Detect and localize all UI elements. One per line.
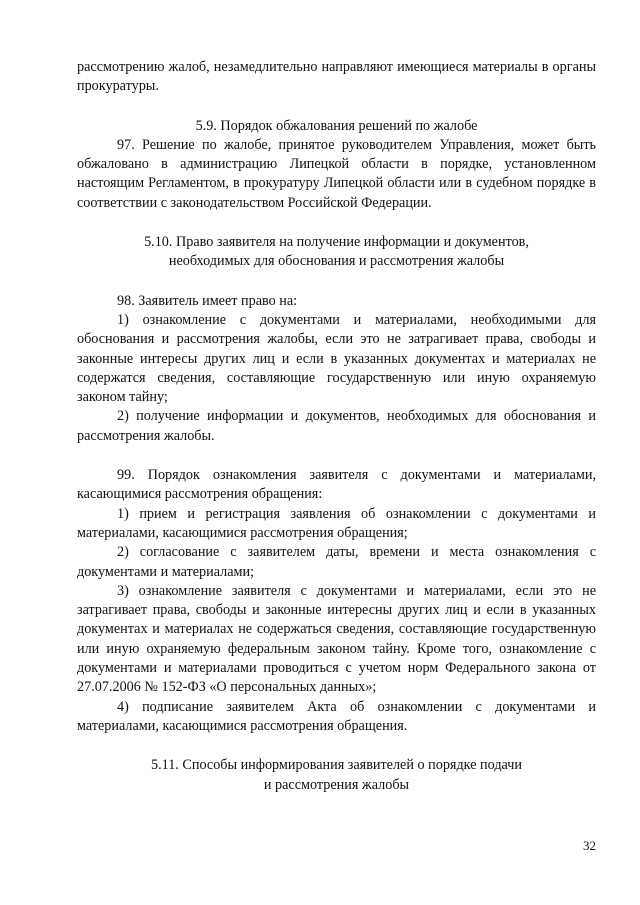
paragraph-98-item-1: 1) ознакомление с документами и материалами, необходимыми для обоснования и рассмотрения жалобы, если это не затрагивает права, свободы и законные интересы других лиц и если в указанных документах и материалах не содержатся сведения, составляющие государственную или иную охраняемую законом тайну; (77, 311, 596, 406)
paragraph-99-item-4: 4) подписание заявителем Акта об ознакомлении с документами и материалами, касающимися рассмотрения обращения. (77, 698, 596, 734)
paragraph-98-item-2: 2) получение информации и документов, необходимых для обоснования и рассмотрения жалобы. (77, 408, 596, 444)
document-body (77, 58, 596, 795)
section-heading-5-10-line2: необходимых для обоснования и рассмотрения жалобы (168, 253, 505, 270)
section-heading-5-10-line1: 5.10. Право заявителя на получение информации и документов, (144, 234, 529, 251)
paragraph-99: 99. Порядок ознакомления заявителя с документами и материалами, касающимися рассмотрения обращения: (77, 467, 596, 503)
section-heading-5-11-line2: и рассмотрения жалобы (263, 776, 410, 793)
section-heading-5-11-line1: 5.11. Способы информирования заявителей о порядке подачи (151, 757, 522, 774)
page-number: 32 (583, 838, 596, 853)
paragraph-prosecutor-referral: рассмотрению жалоб, незамедлительно направляют имеющиеся материалы в органы прокуратуры. (77, 59, 596, 95)
paragraph-98: 98. Заявитель имеет право на: (117, 292, 298, 309)
paragraph-97: 97. Решение по жалобе, принятое руководителем Управления, может быть обжаловано в администрацию Липецкой области в порядке, установленном настоящим Регламентом, в прокуратуру Липецкой области или в судебном порядке в соответствии с законодательством Российской Федерации. (77, 136, 596, 211)
paragraph-99-item-3: 3) ознакомление заявителя с документами и материалами, если это не затрагивает права, свободы и законные интересны других лиц и если в указанных документах и материалах не содержаться сведения, составляющие государственную или иную охраняемую федеральным законом тайну. Кроме того, ознакомление с документами и материалами проводиться с учетом норм Федерального закона от 27.07.2006 № 152-ФЗ «О персональных данных»; (77, 582, 596, 696)
section-heading-5-9: 5.9. Порядок обжалования решений по жалобе (195, 117, 478, 134)
paragraph-99-item-1: 1) прием и регистрация заявления об ознакомлении с документами и материалами, касающимися рассмотрения обращения; (77, 505, 596, 541)
paragraph-99-item-2: 2) согласование с заявителем даты, времени и места ознакомления с документами и материалами; (77, 544, 596, 580)
